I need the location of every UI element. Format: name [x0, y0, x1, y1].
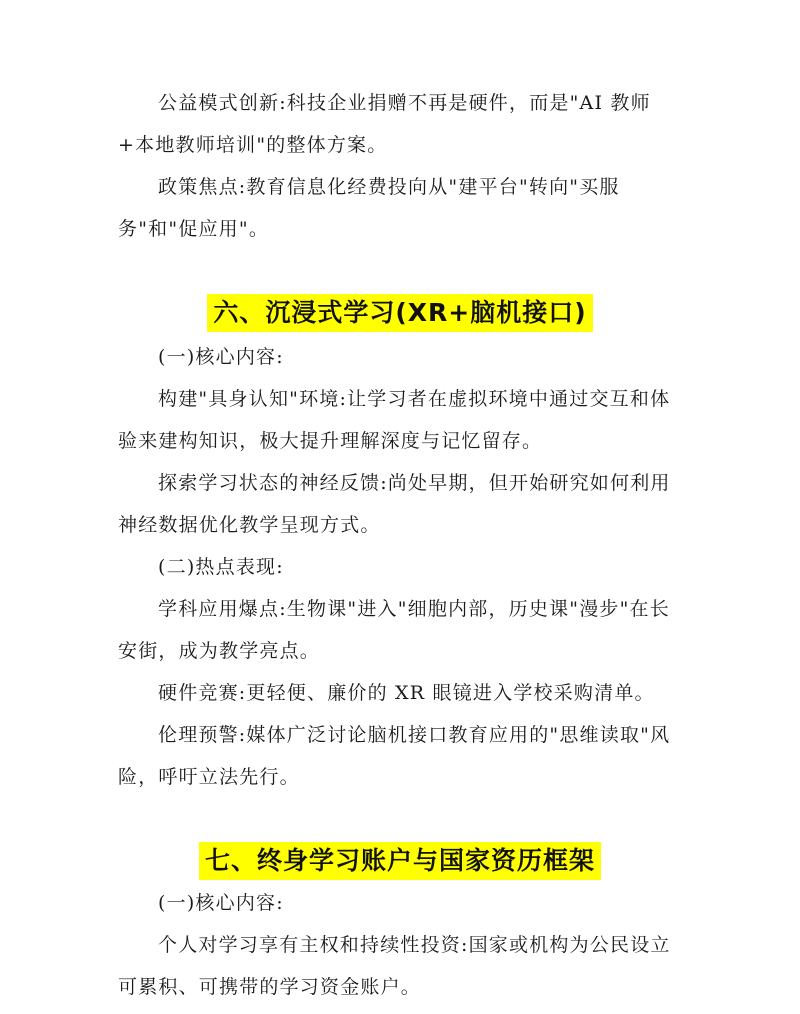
- paragraph-ethics-warning: 伦理预警:媒体广泛讨论脑机接口教育应用的"思维读取"风险，呼吁立法先行。: [118, 724, 671, 788]
- paragraph-subject-applications: 学科应用爆点:生物课"进入"细胞内部，历史课"漫步"在长安街，成为教学亮点。: [118, 598, 670, 662]
- paragraph-public-welfare: 公益模式创新:科技企业捐赠不再是硬件，而是"AI 教师+本地教师培训"的整体方案。: [118, 92, 651, 156]
- paragraph-policy-focus: 政策焦点:教育信息化经费投向从"建平台"转向"买服务"和"促应用"。: [118, 176, 620, 240]
- section-heading-text: 七、终身学习账户与国家资历框架: [199, 842, 601, 880]
- subheading-core-content: (一)核心内容:: [158, 892, 284, 914]
- paragraph-hardware-competition: 硬件竞赛:更轻便、廉价的 XR 眼镜进入学校采购清单。: [158, 682, 655, 704]
- subheading-hot-topics: (二)热点表现:: [158, 556, 284, 578]
- section-heading-immersive-learning: [0, 294, 800, 332]
- paragraph-neural-feedback: 探索学习状态的神经反馈:尚处早期，但开始研究如何利用神经数据优化教学呈现方式。: [118, 472, 671, 536]
- section-heading-lifelong-learning: [0, 842, 800, 880]
- paragraph-embodied-cognition: 构建"具身认知"环境:让学习者在虚拟环境中通过交互和体验来建构知识，极大提升理解深度与记忆留存。: [118, 388, 671, 452]
- section-heading-text: 六、沉浸式学习(XR+脑机接口): [207, 294, 592, 332]
- subheading-core-content: (一)核心内容:: [158, 346, 284, 368]
- paragraph-learning-account: 个人对学习享有主权和持续性投资:国家或机构为公民设立可累积、可携带的学习资金账户。: [118, 934, 671, 998]
